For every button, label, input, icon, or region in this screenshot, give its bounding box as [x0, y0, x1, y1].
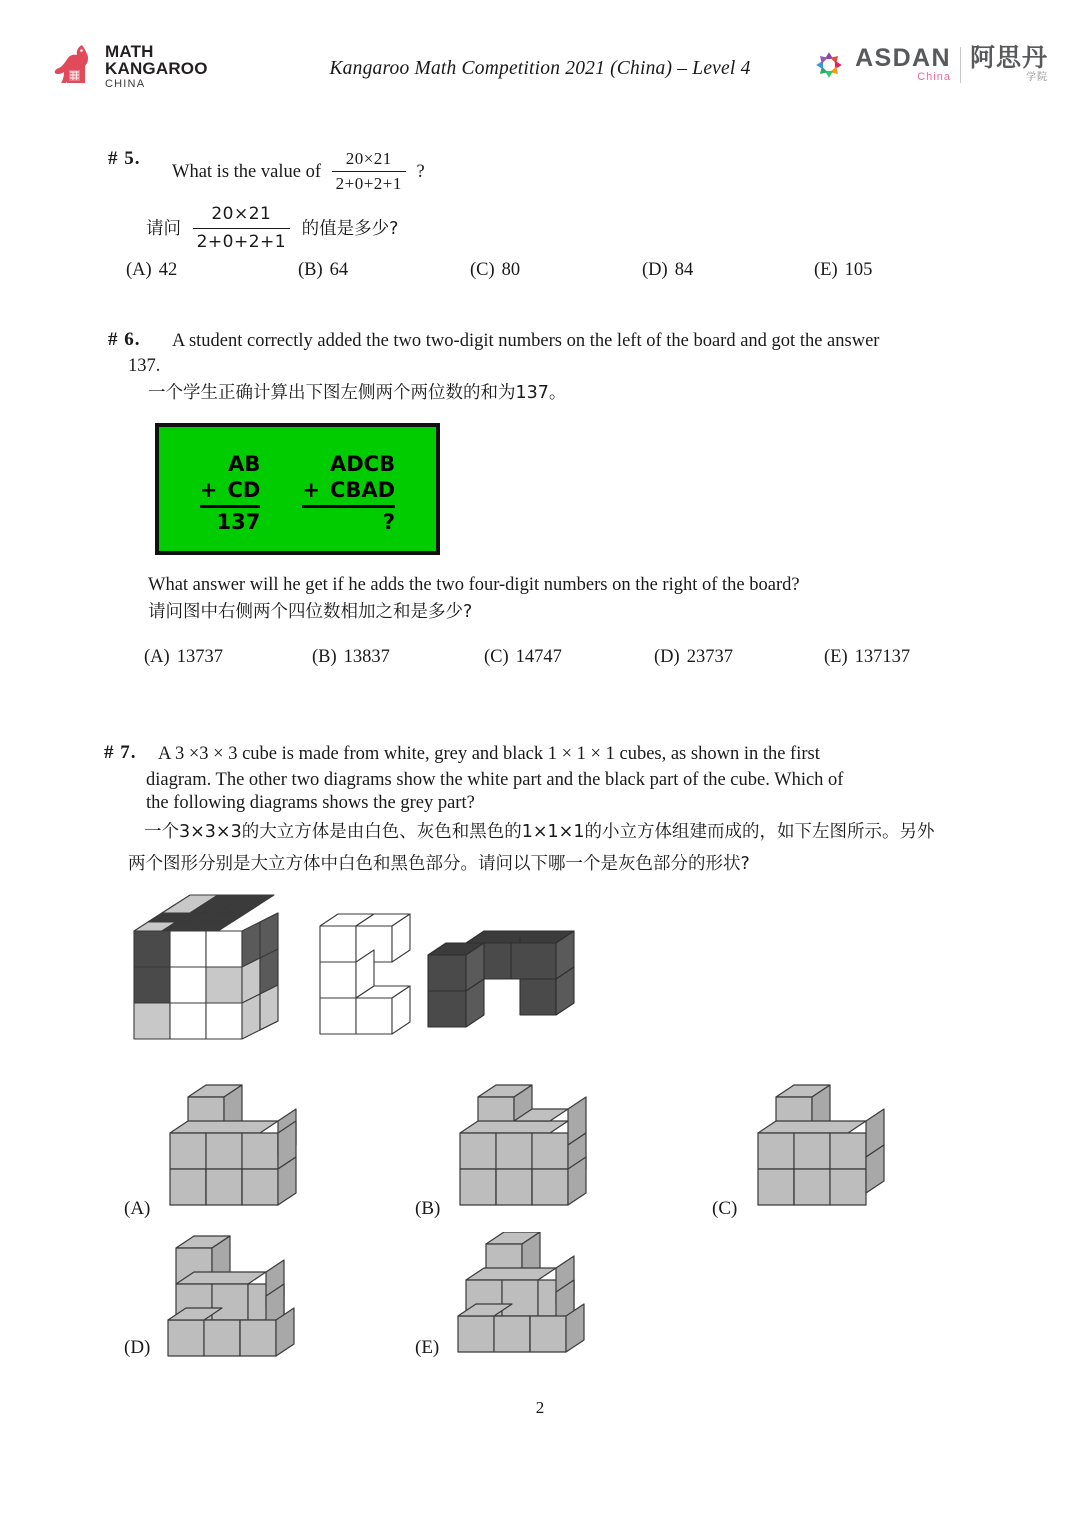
option-c-label: (C) [484, 647, 509, 667]
option-b-label: (B) [298, 260, 323, 280]
option-d-label: (D) [654, 647, 680, 667]
cube-option-b-label[interactable]: (B) [415, 1198, 441, 1219]
question-5-options [126, 260, 926, 281]
option-b-label: (B) [312, 647, 337, 667]
asdan-wordmark: ASDAN [855, 44, 951, 72]
option-c[interactable] [470, 260, 642, 281]
cube-option-b-figure[interactable] [450, 1073, 595, 1218]
left-addend-value: CD [227, 478, 261, 503]
left-addend-bottom [200, 477, 260, 503]
fraction-numerator: 20×21 [345, 149, 392, 168]
asdan-china-logo [812, 46, 1048, 83]
pinwheel-icon [812, 48, 846, 82]
option-e-value: 105 [844, 260, 873, 280]
cube-option-a-label[interactable]: (A) [124, 1198, 151, 1219]
question-5-cn-before: 请问 [146, 219, 181, 240]
option-e[interactable] [814, 260, 872, 281]
option-e[interactable] [824, 647, 910, 668]
option-c-value: 80 [501, 260, 521, 280]
option-d-label: (D) [642, 260, 668, 280]
question-7-cn-line1: 一个3×3×3的大立方体是由白色、灰色和黑色的1×1×1的小立方体组建而成的，如下左图所示。另外 [144, 822, 935, 842]
question-6-cn-line1: 一个学生正确计算出下图左侧两个两位数的和为137。 [148, 383, 567, 403]
option-c-label: (C) [470, 260, 495, 280]
cube-option-d-figure[interactable] [160, 1232, 305, 1362]
question-6-text-line2: 137. [128, 356, 161, 376]
asdan-china-sub: China [917, 71, 951, 83]
option-e-label: (E) [824, 647, 848, 667]
right-addend-bottom [302, 477, 395, 503]
option-a[interactable] [144, 647, 312, 668]
cube-option-d-label[interactable]: (D) [124, 1337, 151, 1358]
page-title: Kangaroo Math Competition 2021 (China) – Level 4 [329, 58, 751, 79]
plus-sign-left: + [199, 478, 218, 503]
option-d-value: 84 [674, 260, 694, 280]
cube-option-c-figure[interactable] [748, 1073, 893, 1218]
question-6-text-line3: What answer will he get if he adds the two four-digit numbers on the right of the board? [148, 575, 800, 595]
question-5-fraction-cn [193, 202, 291, 254]
option-e-value: 137137 [854, 647, 911, 667]
option-a-label: (A) [126, 260, 152, 280]
logo-line-math: MATH [105, 41, 154, 61]
asdan-chinese-sub: 学院 [1026, 72, 1048, 83]
option-d[interactable] [654, 647, 824, 668]
fraction-denominator: 2+0+2+1 [332, 171, 406, 195]
cube-option-e-label[interactable]: (E) [415, 1337, 440, 1358]
option-a-value: 13737 [176, 647, 223, 667]
question-5-text-after: ? [416, 162, 425, 183]
question-7-text-line2: diagram. The other two diagrams show the white part and the black part of the cube. Which of [146, 770, 844, 790]
question-6-cn-line2: 请问图中右侧两个四位数相加之和是多少? [148, 602, 473, 622]
option-d[interactable] [642, 260, 814, 281]
left-sum-result: 137 [200, 505, 260, 535]
question-6-number: # 6. [108, 329, 141, 350]
option-b-value: 64 [329, 260, 349, 280]
cube-option-c-label[interactable]: (C) [712, 1198, 738, 1219]
question-7-number: # 7. [104, 742, 137, 763]
black-part-diagram [420, 915, 580, 1035]
question-5-text-before: What is the value of [172, 162, 321, 183]
plus-sign-right: + [302, 478, 320, 503]
option-b[interactable] [298, 260, 470, 281]
option-a[interactable] [126, 260, 298, 281]
right-addend-top: ADCB [329, 452, 396, 476]
option-d-value: 23737 [686, 647, 733, 667]
question-5-cn-after: 的值是多少? [301, 219, 399, 240]
question-6-text-line1: A student correctly added the two two-digit numbers on the left of the board and got the answer [172, 331, 880, 351]
question-6-options [144, 647, 964, 668]
white-part-diagram [312, 900, 417, 1040]
question-5-number: # 5. [108, 148, 141, 169]
left-addition-problem [200, 451, 260, 535]
question-7-text-line1: A 3 ×3 × 3 cube is made from white, grey and black 1 × 1 × 1 cubes, as shown in the first [158, 744, 820, 764]
option-b-value: 13837 [343, 647, 390, 667]
question-7-cn-line2: 两个图形分别是大立方体中白色和黑色部分。请问以下哪一个是灰色部分的形状? [128, 854, 750, 874]
option-a-label: (A) [144, 647, 170, 667]
option-c-value: 14747 [515, 647, 562, 667]
full-3x3x3-cube-diagram [128, 893, 293, 1045]
cube-option-e-figure[interactable] [450, 1232, 595, 1362]
right-addend-value: CBAD [329, 478, 396, 503]
option-e-label: (E) [814, 260, 838, 280]
fraction-numerator-cn: 20×21 [211, 204, 272, 224]
right-addition-problem [302, 451, 395, 535]
logo-line-china: CHINA [105, 77, 146, 90]
option-b[interactable] [312, 647, 484, 668]
asdan-chinese-name: 阿思丹 [969, 44, 1048, 72]
question-5-fraction [332, 148, 406, 196]
page-number: 2 [535, 1398, 545, 1417]
blackboard-figure [155, 423, 440, 555]
cube-option-a-figure[interactable] [160, 1073, 305, 1218]
page-header [0, 34, 1080, 104]
option-a-value: 42 [158, 260, 178, 280]
right-sum-result: ? [302, 505, 395, 535]
logo-divider [960, 47, 961, 83]
question-7-text-line3: the following diagrams shows the grey part? [146, 793, 475, 813]
logo-line-kangaroo: KANGAROO [105, 58, 208, 78]
fraction-denominator-cn: 2+0+2+1 [193, 228, 291, 255]
left-addend-top: AB [228, 452, 261, 476]
option-c[interactable] [484, 647, 654, 668]
